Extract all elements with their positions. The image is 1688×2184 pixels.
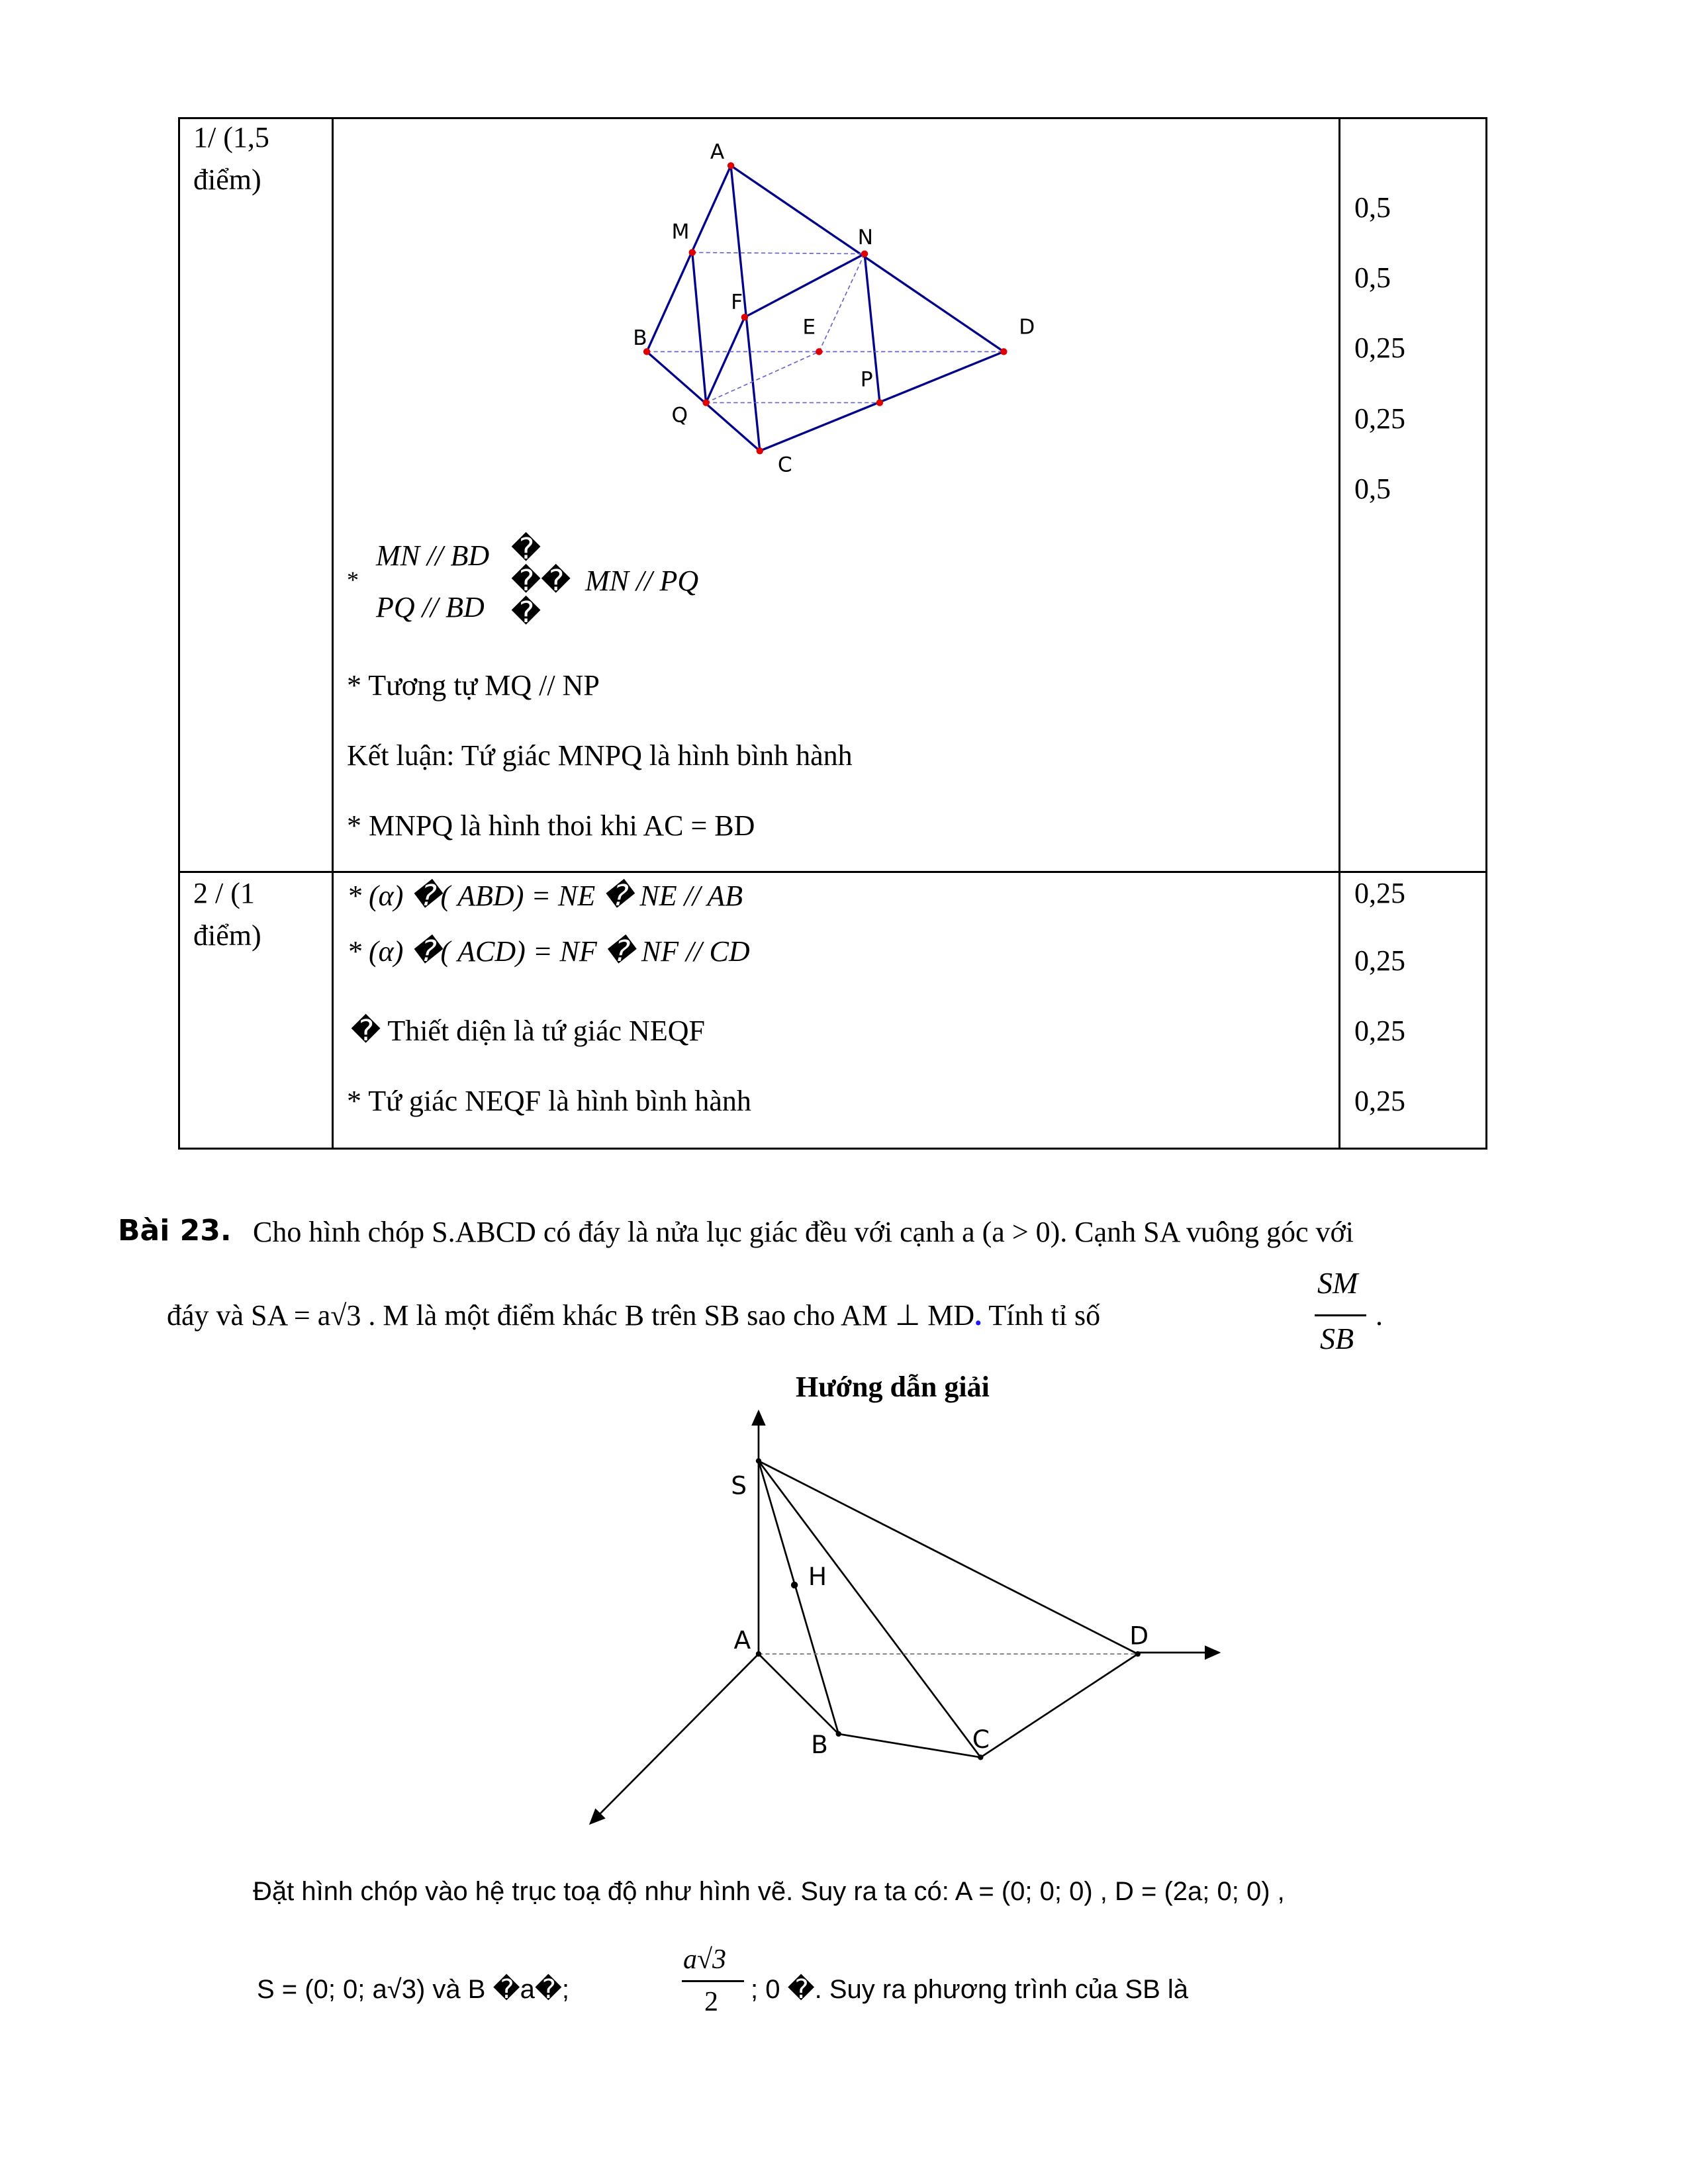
problem-text: đáy và SA = a√3 . M là một điểm khác B trên SB sao cho AM ⊥ MD bbox=[167, 1299, 975, 1332]
edge-bc bbox=[839, 1734, 981, 1757]
point-q bbox=[702, 399, 709, 406]
label-c: C bbox=[972, 1724, 990, 1754]
solution-line-1: Đặt hình chóp vào hệ trục toạ độ như hình vẽ. Suy ra ta có: A = (0; 0; 0) , D = (2a; 0; 0) , bbox=[253, 1877, 1285, 1906]
point-h bbox=[791, 1582, 798, 1588]
conclusion-text: Kết luận: Tứ giác MNPQ là hình bình hành bbox=[347, 739, 853, 772]
point-c bbox=[978, 1754, 983, 1760]
problem-text: Tính tỉ số bbox=[982, 1299, 1101, 1332]
similar-text: * Tương tự MQ // NP bbox=[347, 669, 600, 702]
result-mn-pq: MN // PQ bbox=[585, 565, 699, 597]
solution-line-2b: ; 0 �. Suy ra phương trình của SB là bbox=[751, 1975, 1189, 2004]
score: 0,25 bbox=[1354, 1085, 1405, 1117]
point-a bbox=[756, 1651, 761, 1657]
point-p bbox=[876, 399, 883, 406]
part-label: 1/ (1,5 bbox=[193, 121, 269, 154]
label-h: H bbox=[808, 1561, 827, 1591]
edge-mn-hidden bbox=[692, 252, 865, 253]
blue-dot: . bbox=[974, 1299, 982, 1332]
bullet: * bbox=[347, 567, 359, 593]
fraction-bar bbox=[682, 1980, 744, 1982]
brace-glyph: � bbox=[511, 596, 541, 629]
edge-ab bbox=[647, 165, 731, 351]
point-a bbox=[727, 162, 734, 169]
label-d: D bbox=[1019, 315, 1035, 340]
solution-line-2a: S = (0; 0; a√3) và B �a�; bbox=[257, 1975, 569, 2004]
table-border-right bbox=[1485, 117, 1487, 1150]
score: 0,5 bbox=[1354, 191, 1391, 224]
table-border-bottom bbox=[178, 1148, 1487, 1150]
edge-fn bbox=[745, 254, 865, 318]
condition-mn-bd: MN // BD bbox=[376, 539, 490, 572]
label-b: B bbox=[633, 326, 647, 350]
x-axis bbox=[590, 1654, 759, 1823]
solution-heading: Hướng dẫn giải bbox=[796, 1371, 990, 1403]
label-s: S bbox=[731, 1471, 747, 1500]
point-f bbox=[741, 314, 748, 320]
score: 0,25 bbox=[1354, 877, 1405, 909]
label-q: Q bbox=[671, 403, 688, 428]
b-fraction-denominator: 2 bbox=[704, 1987, 718, 2017]
table-col-divider bbox=[1338, 117, 1340, 1150]
score: 0,25 bbox=[1354, 402, 1405, 435]
tetrahedron-figure bbox=[596, 131, 1048, 476]
edge-sd bbox=[759, 1461, 1138, 1654]
edge-mq bbox=[692, 252, 706, 402]
fraction-bar bbox=[1315, 1314, 1366, 1316]
rhombus-text: * MNPQ là hình thoi khi AC = BD bbox=[347, 809, 755, 842]
part-label: điểm) bbox=[193, 163, 261, 196]
label-c: C bbox=[777, 453, 792, 476]
table-col-divider bbox=[332, 117, 334, 1150]
edge-qf bbox=[706, 317, 745, 402]
edge-qe-hidden bbox=[706, 351, 820, 402]
score: 0,5 bbox=[1354, 473, 1391, 505]
intersection-line: * (α) �( ABD) = NE � NE // AB bbox=[347, 880, 743, 912]
label-n: N bbox=[857, 225, 873, 250]
label-a: A bbox=[733, 1625, 751, 1655]
brace-glyph: � bbox=[511, 533, 541, 565]
score: 0,25 bbox=[1354, 944, 1405, 977]
label-b: B bbox=[811, 1730, 828, 1760]
pyramid-figure bbox=[579, 1403, 1239, 1835]
score: 0,25 bbox=[1354, 332, 1405, 364]
edge-ad bbox=[731, 165, 1004, 351]
edge-cd bbox=[980, 1654, 1137, 1757]
condition-pq-bd: PQ // BD bbox=[376, 591, 485, 623]
brace-glyph: �� bbox=[511, 565, 571, 597]
point-s bbox=[756, 1458, 761, 1463]
edge-sc bbox=[759, 1461, 980, 1760]
fraction-numerator: SM bbox=[1317, 1266, 1358, 1300]
point-b bbox=[836, 1731, 841, 1737]
period: . bbox=[1376, 1299, 1383, 1332]
point-n bbox=[861, 250, 868, 257]
label-d: D bbox=[1129, 1621, 1149, 1651]
section-text: � Thiết diện là tứ giác NEQF bbox=[351, 1015, 705, 1047]
problem-line-2 bbox=[167, 1301, 1100, 1330]
score: 0,25 bbox=[1354, 1015, 1405, 1047]
point-e bbox=[816, 348, 822, 355]
score: 0,5 bbox=[1354, 261, 1391, 294]
label-m: M bbox=[671, 220, 690, 244]
parallelogram-text: * Tứ giác NEQF là hình bình hành bbox=[347, 1085, 751, 1117]
problem-title: Bài 23. bbox=[118, 1214, 232, 1248]
label-a: A bbox=[710, 140, 725, 164]
label-e: E bbox=[802, 315, 816, 340]
table-border-top bbox=[178, 117, 1487, 119]
table-border-left bbox=[178, 117, 180, 1150]
intersection-line: * (α) �( ACD) = NF � NF // CD bbox=[347, 935, 750, 968]
b-fraction-numerator: a√3 bbox=[683, 1944, 727, 1975]
part-label: điểm) bbox=[193, 919, 261, 952]
table-row-divider bbox=[178, 871, 1487, 873]
part-label: 2 / (1 bbox=[193, 877, 255, 909]
fraction-denominator: SB bbox=[1320, 1322, 1354, 1355]
point-d bbox=[1000, 348, 1007, 355]
point-m bbox=[689, 249, 696, 255]
point-d bbox=[1135, 1651, 1141, 1657]
label-p: P bbox=[860, 367, 873, 392]
label-f: F bbox=[731, 290, 743, 314]
point-c bbox=[757, 447, 763, 454]
problem-line-1: Cho hình chóp S.ABCD có đáy là nửa lục giác đều với cạnh a (a > 0). Cạnh SA vuông góc với bbox=[253, 1216, 1354, 1248]
edge-en-hidden bbox=[819, 254, 865, 352]
